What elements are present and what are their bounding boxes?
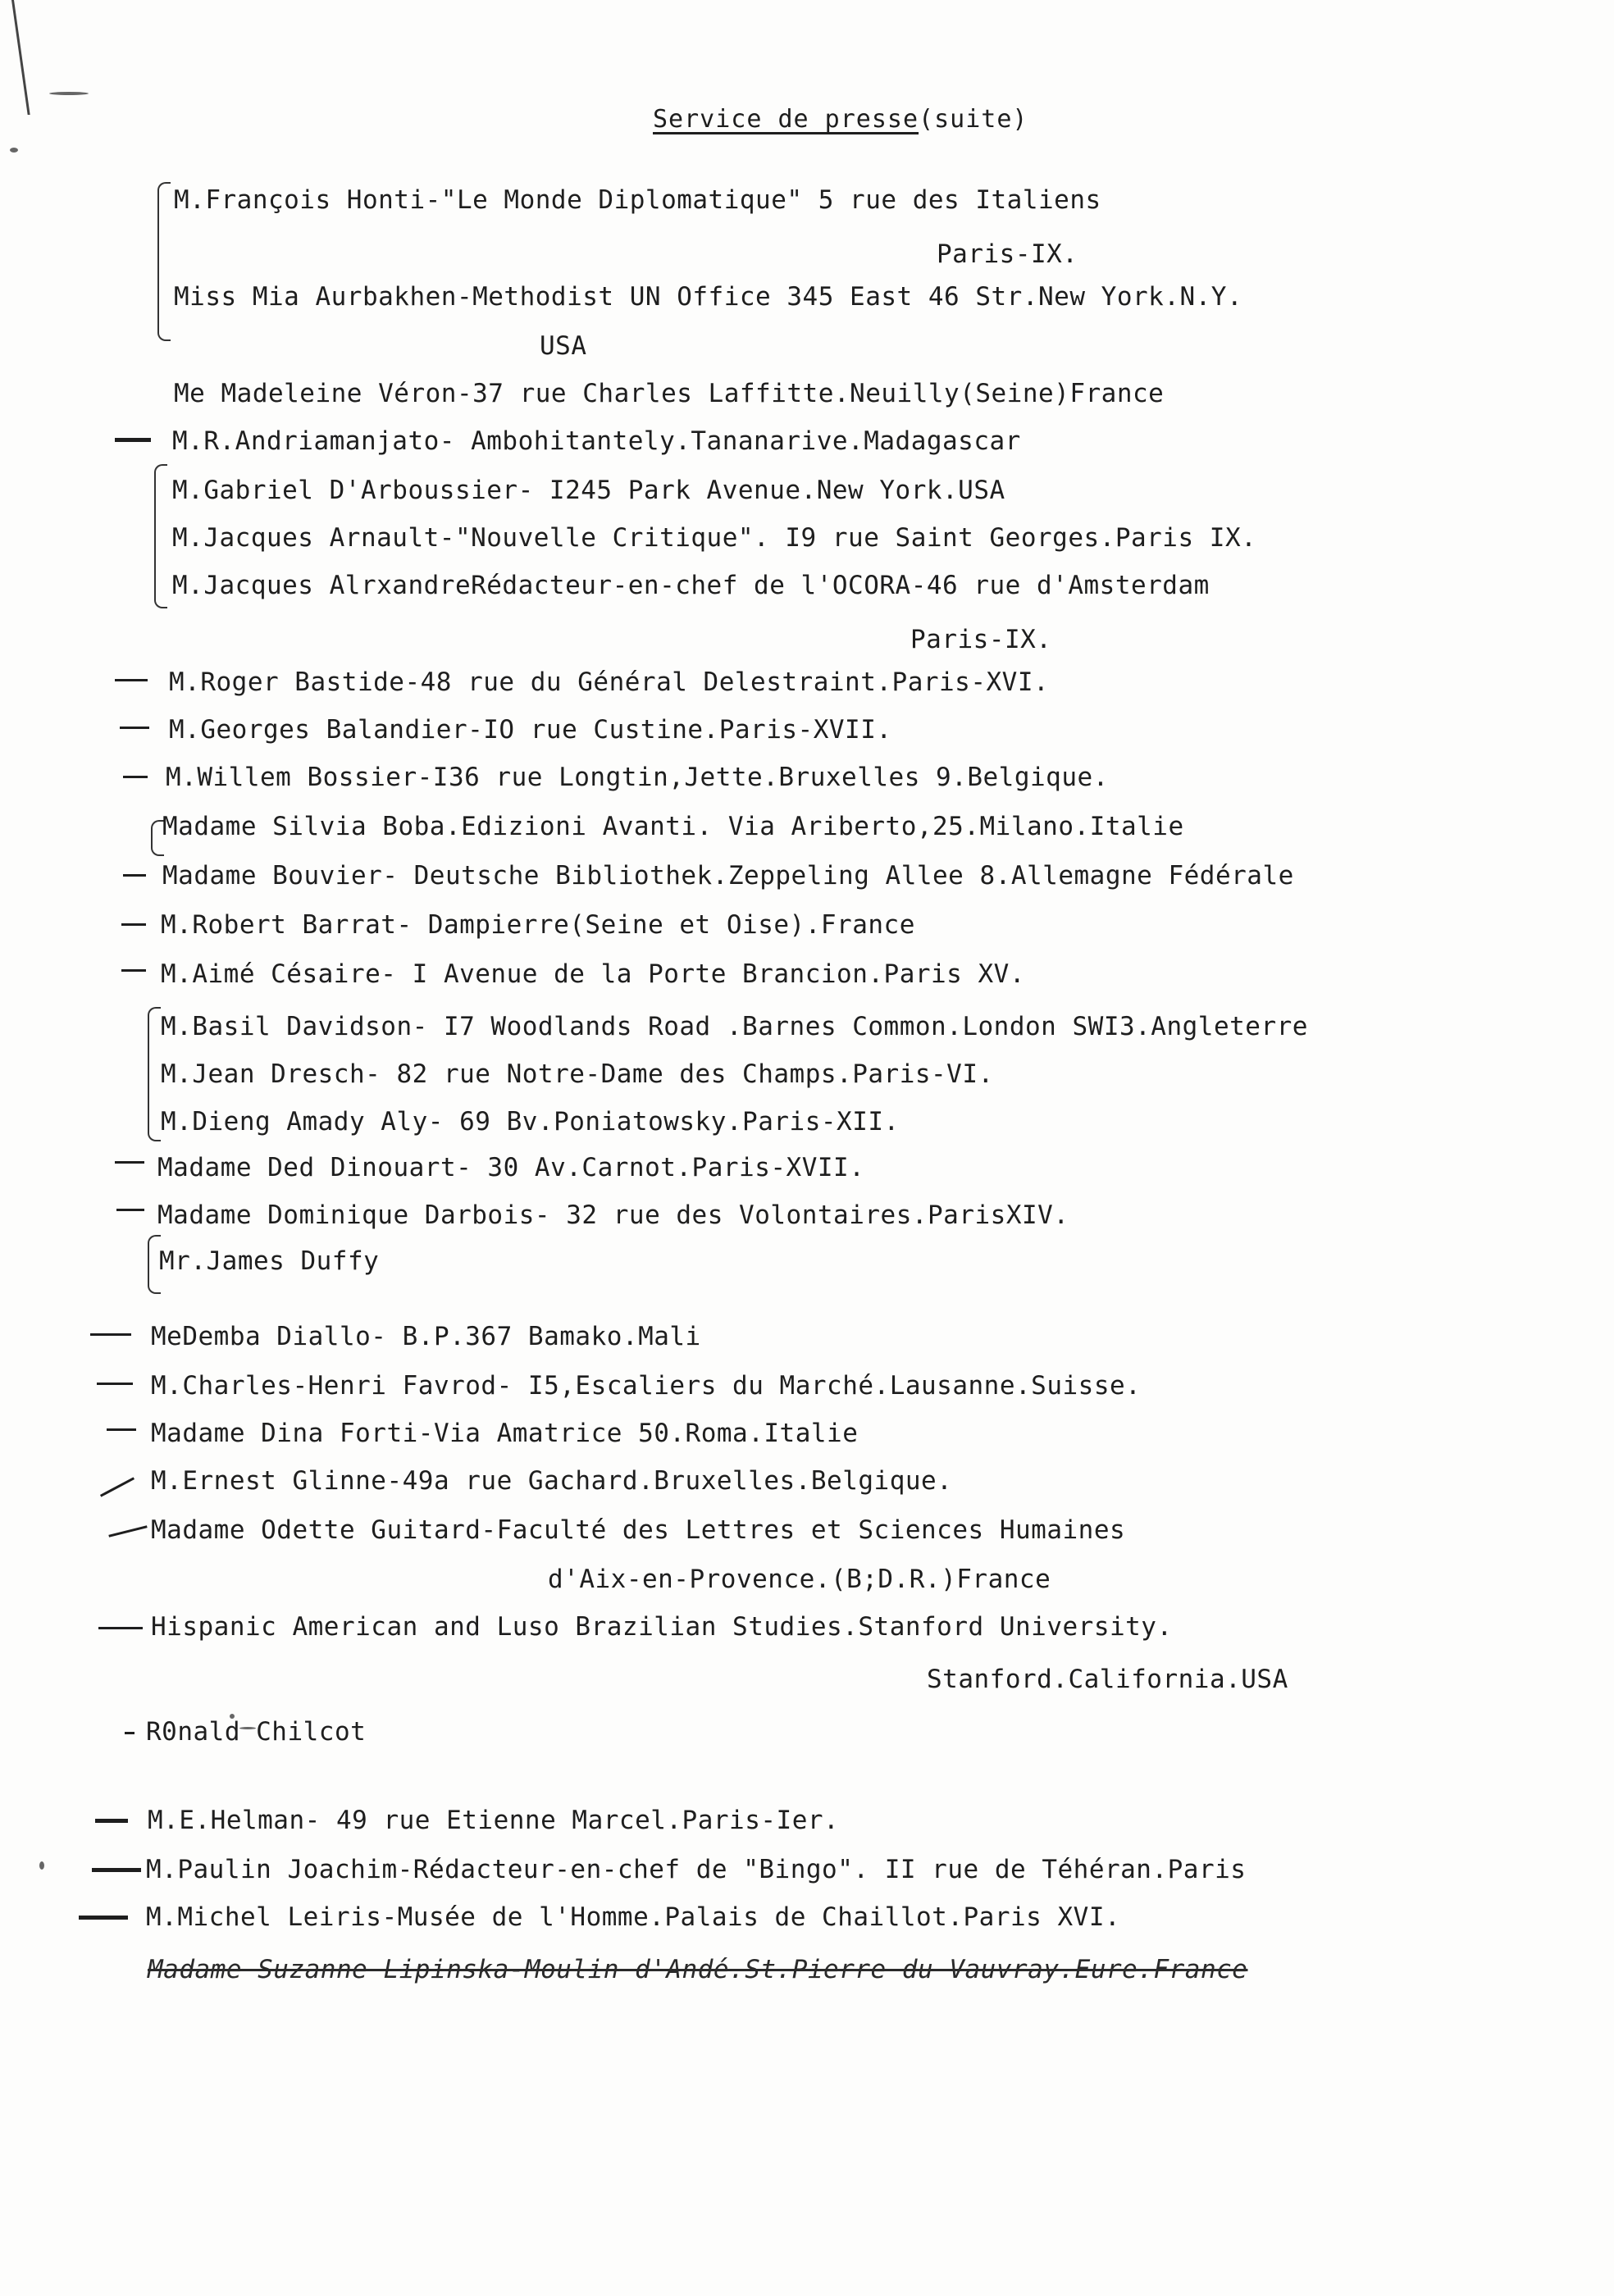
entry-line: M.Ernest Glinne-49a rue Gachard.Bruxelles.Belgique. bbox=[151, 1466, 953, 1496]
entry-line: M.Dieng Amady Aly- 69 Bv.Poniatowsky.Paris-XII. bbox=[161, 1107, 900, 1137]
margin-tick-mark bbox=[115, 1161, 144, 1164]
entry-line: M.Charles-Henri Favrod- I5,Escaliers du Marché.Lausanne.Suisse. bbox=[151, 1371, 1142, 1401]
entry-line: MeDemba Diallo- B.P.367 Bamako.Mali bbox=[151, 1322, 701, 1351]
margin-tick-mark bbox=[92, 1868, 141, 1872]
entry-line: M.E.Helman- 49 rue Etienne Marcel.Paris-Ier. bbox=[148, 1806, 840, 1835]
entry-line: M.Georges Balandier-IO rue Custine.Paris-XVII. bbox=[169, 715, 892, 745]
margin-tick-mark bbox=[90, 1333, 131, 1336]
entry-line: M.Willem Bossier-I36 rue Longtin,Jette.Bruxelles 9.Belgique. bbox=[166, 763, 1109, 792]
margin-tick-mark bbox=[121, 969, 146, 972]
entry-line: Paris-IX. bbox=[910, 625, 1052, 654]
entry-line: Miss Mia Aurbakhen-Methodist UN Office 345 East 46 Str.New York.N.Y. bbox=[174, 282, 1243, 312]
margin-tick-mark bbox=[95, 1819, 128, 1823]
entry-line: Madame Bouvier- Deutsche Bibliothek.Zeppeling Allee 8.Allemagne Fédérale bbox=[162, 861, 1294, 891]
margin-tick-mark bbox=[97, 1383, 133, 1385]
entry-line: M.Gabriel D'Arboussier- I245 Park Avenue.New York.USA bbox=[172, 476, 1005, 505]
page-edge-mark bbox=[0, 0, 30, 115]
entry-line: M.Roger Bastide-48 rue du Général Delestraint.Paris-XVI. bbox=[169, 667, 1050, 697]
entry-line: d'Aix-en-Provence.(B;D.R.)France bbox=[548, 1565, 1051, 1594]
margin-tick-mark bbox=[79, 1916, 128, 1920]
margin-tick-mark bbox=[115, 679, 148, 681]
margin-tick-mark bbox=[123, 874, 146, 877]
entry-line: Madame Silvia Boba.Edizioni Avanti. Via Ariberto,25.Milano.Italie bbox=[162, 812, 1184, 841]
entry-line: Madame Ded Dinouart- 30 Av.Carnot.Paris-XVII. bbox=[157, 1153, 865, 1182]
margin-bracket bbox=[154, 464, 167, 608]
entry-line: Madame Odette Guitard-Faculté des Lettres et Sciences Humaines bbox=[151, 1515, 1126, 1545]
margin-tick-mark bbox=[98, 1627, 143, 1629]
entry-line: R0nald Chilcot bbox=[146, 1717, 367, 1747]
margin-tick-mark bbox=[116, 1209, 144, 1211]
entry-line: M.Jacques AlrxandreRédacteur-en-chef de l'OCORA-46 rue d'Amsterdam bbox=[172, 571, 1210, 600]
page-title bbox=[653, 105, 1028, 134]
margin-tick-mark bbox=[125, 1732, 134, 1734]
entry-line: Mr.James Duffy bbox=[159, 1246, 380, 1276]
margin-tick-mark bbox=[115, 438, 151, 442]
entry-line: USA bbox=[540, 331, 587, 361]
entry-line: Madame Dina Forti-Via Amatrice 50.Roma.Italie bbox=[151, 1419, 859, 1448]
entry-line: Paris-IX. bbox=[937, 239, 1078, 269]
entry-line: Hispanic American and Luso Brazilian Studies.Stanford University. bbox=[151, 1612, 1173, 1642]
margin-tick-mark bbox=[120, 727, 149, 729]
margin-tick-mark bbox=[108, 1525, 147, 1538]
entry-line: M.Jacques Arnault-"Nouvelle Critique". I9 rue Saint Georges.Paris IX. bbox=[172, 523, 1257, 553]
entry-line: Stanford.California.USA bbox=[927, 1665, 1288, 1694]
page-title-rest: (suite) bbox=[919, 105, 1028, 134]
entry-line: M.Basil Davidson- I7 Woodlands Road .Barnes Common.London SWI3.Angleterre bbox=[161, 1012, 1308, 1041]
margin-tick-mark bbox=[121, 923, 146, 926]
entry-line: M.François Honti-"Le Monde Diplomatique" 5 rue des Italiens bbox=[174, 185, 1101, 215]
entry-line: M.Jean Dresch- 82 rue Notre-Dame des Champs.Paris-VI. bbox=[161, 1059, 994, 1089]
entry-line: Madame Dominique Darbois- 32 rue des Volontaires.ParisXIV. bbox=[157, 1200, 1069, 1230]
margin-bracket bbox=[157, 182, 171, 341]
margin-tick-mark bbox=[123, 776, 148, 778]
entry-line-struck: Madame Suzanne Lipinska-Moulin d'Andé.St.Pierre du Vauvray.Eure.France bbox=[148, 1955, 1248, 1984]
margin-tick-mark bbox=[100, 1477, 134, 1496]
entry-line: Me Madeleine Véron-37 rue Charles Laffitte.Neuilly(Seine)France bbox=[174, 379, 1165, 408]
entry-line: M.R.Andriamanjato- Ambohitantely.Tananarive.Madagascar bbox=[172, 426, 1021, 456]
ink-smudge bbox=[10, 148, 18, 153]
ink-smudge bbox=[39, 1861, 44, 1870]
ink-smudge bbox=[49, 92, 89, 95]
entry-line: M.Michel Leiris-Musée de l'Homme.Palais de Chaillot.Paris XVI. bbox=[146, 1902, 1121, 1932]
entry-line: M.Aimé Césaire- I Avenue de la Porte Brancion.Paris XV. bbox=[161, 959, 1025, 989]
entry-line: M.Robert Barrat- Dampierre(Seine et Oise).France bbox=[161, 910, 915, 940]
margin-tick-mark bbox=[107, 1428, 136, 1431]
entry-line: M.Paulin Joachim-Rédacteur-en-chef de "Bingo". II rue de Téhéran.Paris bbox=[146, 1855, 1247, 1884]
margin-bracket bbox=[148, 1007, 161, 1141]
page-title-underlined: Service de presse bbox=[653, 105, 919, 134]
